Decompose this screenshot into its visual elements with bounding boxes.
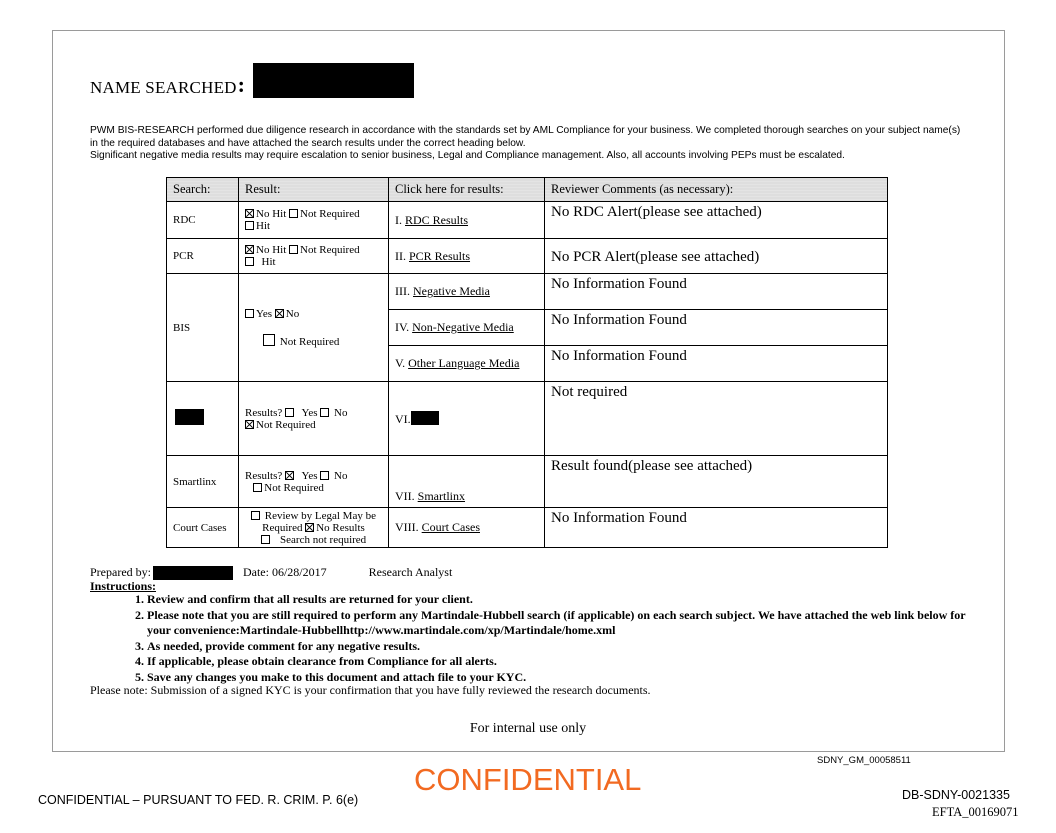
table-row-smartlinx — [167, 456, 888, 508]
confidential-stamp: CONFIDENTIAL — [414, 762, 642, 797]
smartlinx-no-checkbox[interactable] — [320, 471, 329, 480]
court-search: Court Cases — [167, 508, 239, 548]
redacted-prefix: VI. — [395, 411, 411, 426]
name-searched-label: NAME SEARCHED — [90, 78, 237, 97]
pcr-no-hit-checkbox[interactable] — [245, 245, 254, 254]
table-header-row — [167, 178, 888, 202]
internal-use-label: For internal use only — [469, 721, 587, 736]
smartlinx-yes-label: Yes — [301, 469, 318, 482]
rdc-hit-label: Hit — [256, 220, 271, 232]
pcr-search: PCR — [167, 239, 239, 274]
name-searched-row — [90, 62, 414, 98]
pcr-results-link[interactable]: PCR Results — [409, 248, 471, 263]
submission-note: Please note: Submission of a signed KYC is your confirmation that you have fully reviewed the research documents. — [90, 683, 651, 697]
court-prefix: VIII. — [395, 520, 419, 534]
redacted-search — [167, 382, 239, 456]
bis-comment-2[interactable]: No Information Found — [545, 310, 888, 346]
smartlinx-not-required-checkbox[interactable] — [253, 483, 262, 492]
pcr-not-required-checkbox[interactable] — [289, 245, 298, 254]
pcr-comment[interactable]: No PCR Alert(please see attached) — [545, 239, 888, 274]
header-search: Search: — [167, 178, 239, 202]
court-result — [239, 508, 389, 548]
pcr-hit-label: Hit — [261, 256, 276, 268]
court-no-results-label: No Results — [316, 521, 365, 534]
bis-prefix-1: III. — [395, 284, 410, 298]
redacted-no-label: No — [334, 406, 348, 419]
bis-comment-1[interactable]: No Information Found — [545, 274, 888, 310]
header-result: Result: — [239, 178, 389, 202]
header-click: Click here for results: — [389, 178, 545, 202]
pcr-link-cell — [389, 239, 545, 274]
negative-media-link[interactable]: Negative Media — [413, 284, 490, 298]
bis-search: BIS — [167, 274, 239, 382]
intro-line-2: Significant negative media results may require escalation to senior business, Legal and Compliance management. Also, all accounts involving PEPs must be escalated. — [90, 150, 845, 161]
intro-line-1: PWM BIS-RESEARCH performed due diligence research in accordance with the standards set by AML Compliance for your business. We completed thorough searches on your subject name(s) in the required databases and have attached the search results under the correct heading below. — [90, 125, 961, 149]
name-redaction — [253, 63, 414, 98]
db-bates-number: DB-SDNY-0021335 — [902, 788, 1010, 802]
bis-comment-3[interactable]: No Information Found — [545, 346, 888, 382]
bis-not-required-checkbox[interactable] — [263, 334, 275, 346]
court-review-legal-checkbox[interactable] — [251, 511, 260, 520]
rdc-not-required-checkbox[interactable] — [289, 209, 298, 218]
efta-number: EFTA_00169071 — [932, 805, 1019, 819]
other-language-media-link[interactable]: Other Language Media — [408, 356, 520, 370]
court-review-legal-label: Review by Legal May be Required — [262, 509, 376, 534]
redacted-result — [239, 382, 389, 456]
bis-link-cell-2 — [389, 310, 545, 346]
non-negative-media-link[interactable]: Non-Negative Media — [412, 320, 514, 334]
pcr-hit-checkbox[interactable] — [245, 257, 254, 266]
pcr-no-hit-label: No Hit — [256, 244, 287, 256]
rdc-prefix: I. — [395, 212, 402, 227]
smartlinx-prefix: VII. — [395, 489, 415, 503]
prepared-by-label: Prepared by: — [90, 565, 151, 579]
smartlinx-link[interactable]: Smartlinx — [417, 489, 466, 503]
instruction-item: 2. Please note that you are still required to perform any Martindale-Hubbell search (if applicable) on each search subject. We have attached the web link below for your convenience:Martindale-Hubbellhttp://www.martindale.com/xp/Martindale/home.xml — [147, 608, 977, 639]
smartlinx-no-label: No — [334, 469, 348, 482]
redacted-yes-label: Yes — [301, 406, 318, 419]
bis-prefix-2: IV. — [395, 320, 410, 334]
prepared-date: Date: 06/28/2017 — [242, 565, 327, 579]
bis-result — [239, 274, 389, 382]
redacted-not-required-checkbox[interactable] — [245, 420, 254, 429]
court-no-results-checkbox[interactable] — [305, 523, 314, 532]
smartlinx-not-required-label: Not Required — [264, 481, 324, 494]
smartlinx-result — [239, 456, 389, 508]
court-search-not-required-label: Search not required — [280, 533, 367, 546]
rdc-no-hit-label: No Hit — [256, 208, 287, 220]
instruction-item: 4. If applicable, please obtain clearance from Compliance for all alerts. — [147, 654, 977, 670]
redacted-yes-checkbox[interactable] — [285, 408, 294, 417]
header-comments: Reviewer Comments (as necessary): — [545, 178, 888, 202]
instructions-title: Instructions: — [90, 579, 157, 593]
rdc-comment[interactable]: No RDC Alert(please see attached) — [545, 202, 888, 239]
table-row-court — [167, 508, 888, 548]
rdc-search: RDC — [167, 202, 239, 239]
table-row-rdc — [167, 202, 888, 239]
rdc-result — [239, 202, 389, 239]
pcr-result — [239, 239, 389, 274]
instructions-list — [105, 592, 977, 685]
smartlinx-yes-checkbox[interactable] — [285, 471, 294, 480]
intro-text — [90, 125, 970, 163]
court-cases-link[interactable]: Court Cases — [421, 520, 480, 534]
bis-prefix-3: V. — [395, 356, 406, 370]
pcr-not-required-label: Not Required — [300, 244, 360, 256]
bis-link-cell-3 — [389, 346, 545, 382]
rdc-not-required-label: Not Required — [300, 208, 360, 220]
smartlinx-results-label: Results? — [245, 469, 283, 482]
sdny-bates-number: SDNY_GM_00058511 — [817, 755, 911, 766]
search-redaction — [175, 409, 204, 425]
table-row-redacted — [167, 382, 888, 456]
redacted-not-required-label: Not Required — [256, 418, 316, 431]
instruction-item: 5. Save any changes you make to this document and attach file to your KYC. — [147, 670, 977, 686]
court-comment[interactable]: No Information Found — [545, 508, 888, 548]
rdc-no-hit-checkbox[interactable] — [245, 209, 254, 218]
redacted-comment[interactable]: Not required — [545, 382, 888, 456]
rdc-hit-checkbox[interactable] — [245, 221, 254, 230]
link-redaction[interactable] — [411, 411, 439, 425]
table-row-pcr — [167, 239, 888, 274]
bis-no-checkbox[interactable] — [275, 309, 284, 318]
pcr-prefix: II. — [395, 248, 406, 263]
court-link-cell — [389, 508, 545, 548]
redacted-link-cell — [389, 382, 545, 456]
smartlinx-comment[interactable]: Result found(please see attached) — [545, 456, 888, 508]
smartlinx-link-cell — [389, 456, 545, 508]
instruction-item: 1. Review and confirm that all results are returned for your client. — [147, 592, 977, 608]
rdc-link-cell — [389, 202, 545, 239]
bis-yes-checkbox[interactable] — [245, 309, 254, 318]
name-searched-colon: : — [237, 72, 245, 97]
bis-link-cell-1 — [389, 274, 545, 310]
results-table — [166, 177, 888, 548]
rdc-results-link[interactable]: RDC Results — [405, 212, 469, 227]
redacted-no-checkbox[interactable] — [320, 408, 329, 417]
bis-not-required-label: Not Required — [279, 335, 340, 348]
bis-yes-label: Yes — [256, 307, 273, 320]
confidential-legend: CONFIDENTIAL – PURSUANT TO FED. R. CRIM. P. 6(e) — [38, 793, 359, 807]
bis-no-label: No — [285, 307, 300, 320]
preparer-redaction — [153, 566, 233, 580]
court-search-not-required-checkbox[interactable] — [261, 535, 270, 544]
redacted-results-label: Results? — [245, 406, 283, 419]
prepared-role: Research Analyst — [368, 565, 453, 579]
prepared-by-row — [90, 565, 452, 580]
instruction-item: 3. As needed, provide comment for any negative results. — [147, 639, 977, 655]
table-row-bis-1 — [167, 274, 888, 310]
smartlinx-search: Smartlinx — [167, 456, 239, 508]
